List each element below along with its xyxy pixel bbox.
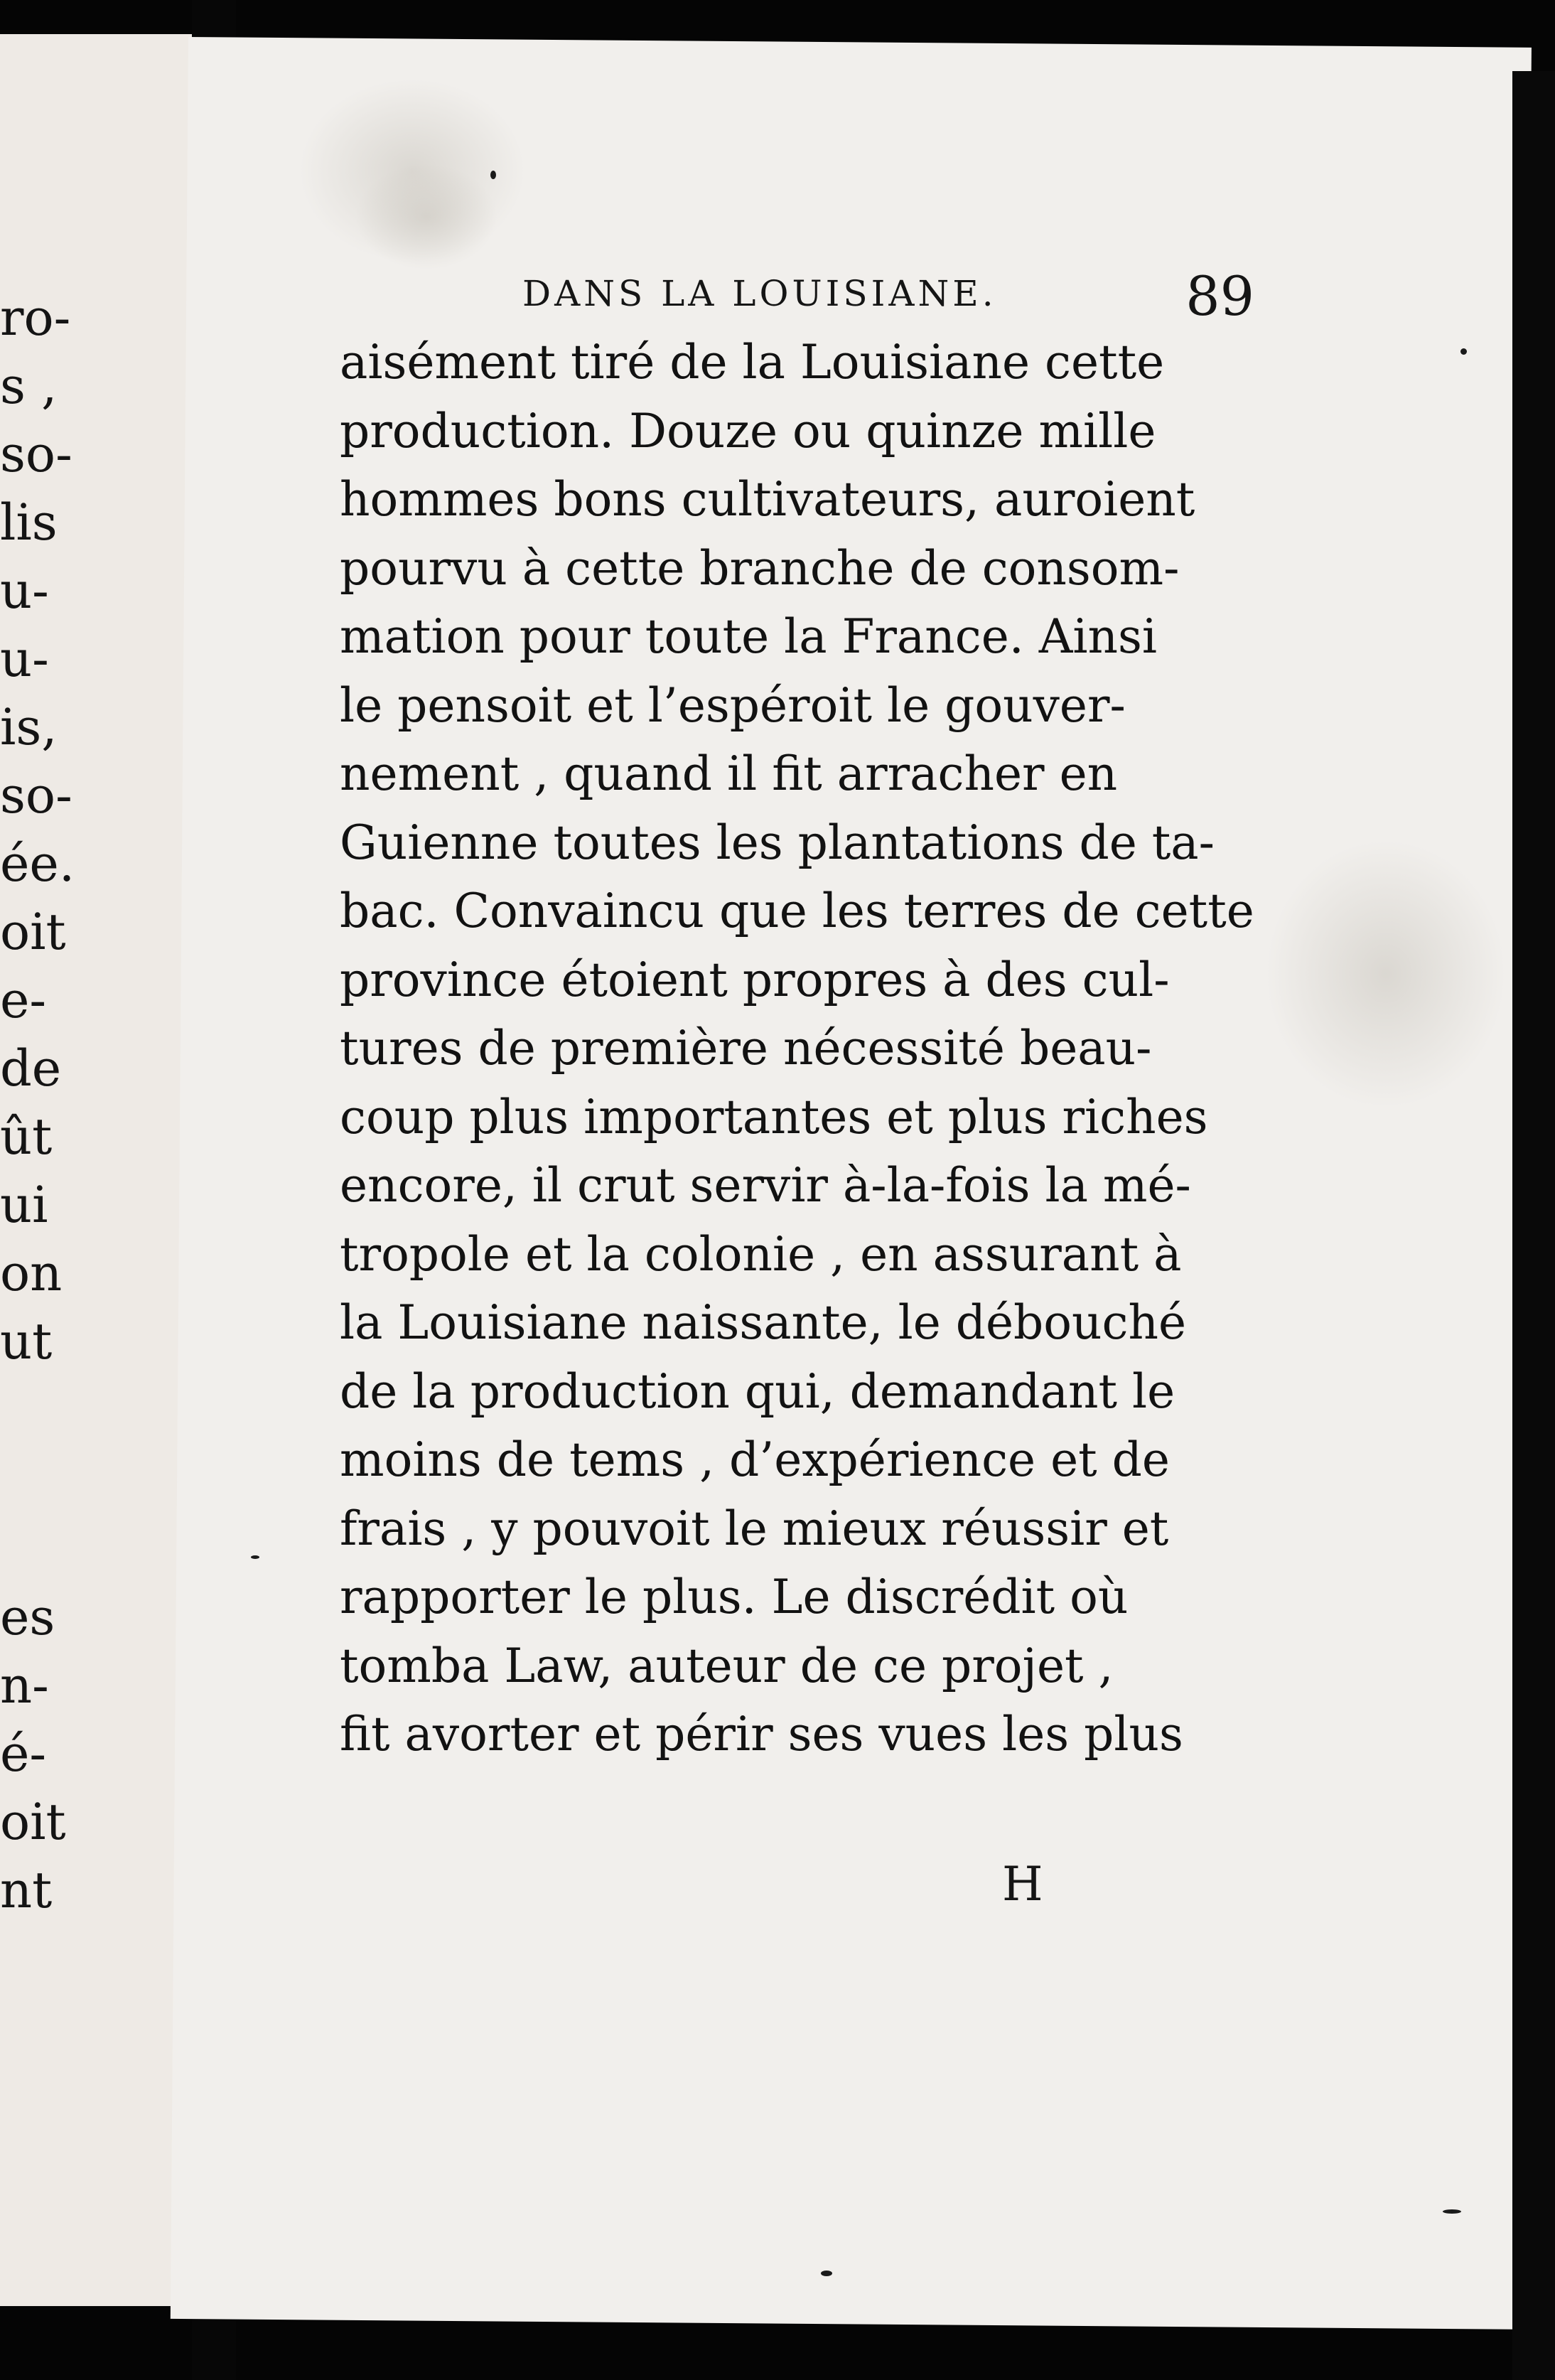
text-line: frais , y pouvoit le mieux réussir et: [340, 1501, 1169, 1556]
ink-speck: [490, 171, 496, 179]
ink-speck: [1460, 348, 1467, 355]
text-line: production. Douze ou quinze mille: [340, 403, 1156, 459]
text-line: bac. Convaincu que les terres de cette: [340, 884, 1254, 938]
ink-speck: [1443, 2209, 1461, 2214]
previous-page-fragment: ut: [0, 1312, 53, 1371]
paper-stain: [1265, 839, 1507, 1109]
previous-page-fragment: n-: [0, 1656, 49, 1715]
text-line: hommes bons cultivateurs, auroient: [340, 472, 1195, 527]
previous-page: [0, 34, 192, 2306]
text-line: la Louisiane naissante, le débouché: [340, 1295, 1187, 1350]
previous-page-fragment: oit: [0, 1793, 66, 1851]
previous-page-fragment: ée.: [0, 835, 75, 893]
previous-page-fragment: s ,: [0, 357, 58, 415]
text-line: province étoient propres à des cul-: [340, 952, 1170, 1007]
text-line: mation pour toute la France. Ainsi: [340, 609, 1158, 664]
previous-page-fragment: ro-: [0, 289, 71, 347]
signature-mark: H: [1002, 1857, 1043, 1912]
text-line: encore, il crut servir à-la-fois la mé-: [340, 1158, 1191, 1213]
previous-page-fragment: lis: [0, 493, 58, 552]
text-line: aisément tiré de la Louisiane cette: [340, 335, 1165, 390]
previous-page-fragment: u-: [0, 630, 49, 688]
previous-page-fragment: on: [0, 1244, 63, 1302]
page-number: 89: [1185, 264, 1254, 328]
text-line: de la production qui, demandant le: [340, 1363, 1175, 1419]
text-line: Guienne toutes les plantations de ta-: [340, 815, 1215, 870]
paper-stain: [355, 164, 497, 270]
previous-page-fragment: ui: [0, 1176, 48, 1234]
text-line: fit avorter et périr ses vues les plus: [340, 1707, 1183, 1762]
previous-page-fragment: so-: [0, 425, 72, 483]
previous-page-fragment: nt: [0, 1861, 53, 1919]
running-head: DANS LA LOUISIANE.: [522, 273, 997, 314]
previous-page-fragment: é-: [0, 1725, 47, 1783]
text-line: nement , quand il fit arracher en: [340, 746, 1118, 801]
previous-page-fragment: e-: [0, 971, 47, 1029]
previous-page-fragment: so-: [0, 766, 72, 825]
text-line: tures de première nécessité beau-: [340, 1021, 1152, 1076]
text-line: rapporter le plus. Le discrédit où: [340, 1570, 1129, 1624]
previous-page-fragment: u-: [0, 562, 49, 620]
text-line: le pensoit et l’espéroit le gouver-: [340, 677, 1126, 733]
ink-speck: [251, 1555, 259, 1559]
page-header: [522, 264, 1254, 328]
text-line: pourvu à cette branche de consom-: [340, 540, 1180, 596]
previous-page-fragment: de: [0, 1039, 62, 1098]
previous-page-fragment: ût: [0, 1108, 53, 1166]
page-edge-shadow: [1512, 71, 1555, 2380]
previous-page-fragment: es: [0, 1588, 55, 1646]
text-line: coup plus importantes et plus riches: [340, 1089, 1208, 1145]
text-line: tropole et la colonie , en assurant à: [340, 1226, 1182, 1282]
ink-speck: [821, 2271, 832, 2276]
text-line: tomba Law, auteur de ce projet ,: [340, 1638, 1114, 1693]
previous-page-fragment: is,: [0, 698, 58, 756]
text-line: moins de tems , d’expérience et de: [340, 1432, 1170, 1487]
body-text: [340, 328, 1254, 1769]
previous-page-fragment: oit: [0, 903, 66, 961]
